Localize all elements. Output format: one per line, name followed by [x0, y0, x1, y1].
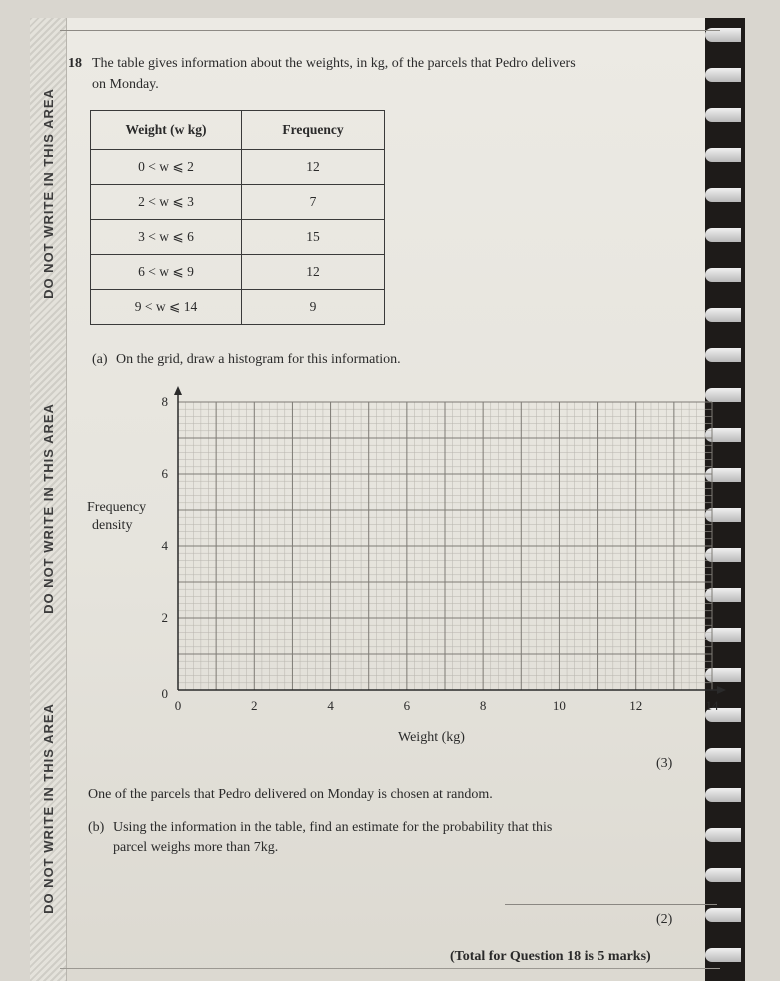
x-tick-label: 12: [629, 698, 643, 713]
bottom-rule: [60, 968, 720, 969]
header-frequency: Frequency: [242, 111, 385, 150]
y-tick-label: 8: [161, 394, 168, 409]
weight-cell: 2 < w ⩽ 3: [91, 185, 242, 220]
frequency-cell: 15: [242, 220, 385, 255]
y-axis-arrow: [174, 386, 182, 395]
x-tick-label: 2: [251, 698, 258, 713]
question-intro-line2: on Monday.: [92, 77, 159, 92]
part-a-label: (a): [92, 352, 108, 367]
part-b-label: (b): [88, 820, 105, 835]
total-marks: (Total for Question 18 is 5 marks): [450, 949, 651, 964]
x-tick-label: 8: [479, 698, 487, 713]
y-tick-label: 2: [161, 610, 168, 625]
x-tick-label: 4: [327, 698, 334, 713]
x-tick-label: 0: [174, 698, 182, 713]
margin-warning-1: DO NOT WRITE IN THIS AREA: [40, 87, 56, 299]
x-axis-arrow: [717, 686, 726, 694]
frequency-cell: 9: [242, 290, 385, 325]
y-axis-label-line2: density: [92, 518, 133, 533]
part-a-text: On the grid, draw a histogram for this information.: [116, 352, 401, 367]
margin-warning-3: DO NOT WRITE IN THIS AREA: [40, 702, 56, 914]
weight-cell: 0 < w ⩽ 2: [91, 150, 242, 185]
question-number: 18: [68, 56, 82, 71]
weight-cell: 6 < w ⩽ 9: [91, 255, 242, 290]
y-axis-label-line1: Frequency: [87, 500, 147, 515]
frequency-cell: 12: [242, 150, 385, 185]
y-tick-label: 4: [161, 538, 168, 553]
part-b-marks: (2): [656, 912, 673, 927]
weight-cell: 3 < w ⩽ 6: [91, 220, 242, 255]
weight-cell: 9 < w ⩽ 14: [91, 290, 242, 325]
y-tick-label: 6: [161, 466, 168, 481]
random-statement: One of the parcels that Pedro delivered on Monday is chosen at random.: [88, 787, 493, 802]
part-b-line2: parcel weighs more than 7kg.: [113, 840, 279, 855]
x-tick-label: 6: [403, 698, 411, 713]
part-b-line1: Using the information in the table, find an estimate for the probability that this: [113, 820, 553, 835]
frequency-cell: 12: [242, 255, 385, 290]
x-axis-label: Weight (kg): [398, 730, 465, 745]
margin-warning-2: DO NOT WRITE IN THIS AREA: [40, 402, 56, 614]
part-a-marks: (3): [656, 756, 673, 771]
header-weight: Weight (w kg): [91, 111, 242, 150]
x-tick-label: 10: [552, 698, 566, 713]
answer-line[interactable]: [505, 904, 717, 905]
origin-label: 0: [161, 686, 168, 701]
frequency-cell: 7: [242, 185, 385, 220]
x-tick-label: 14: [705, 698, 719, 713]
question-intro-line1: The table gives information about the weights, in kg, of the parcels that Pedro delivers: [92, 56, 576, 71]
